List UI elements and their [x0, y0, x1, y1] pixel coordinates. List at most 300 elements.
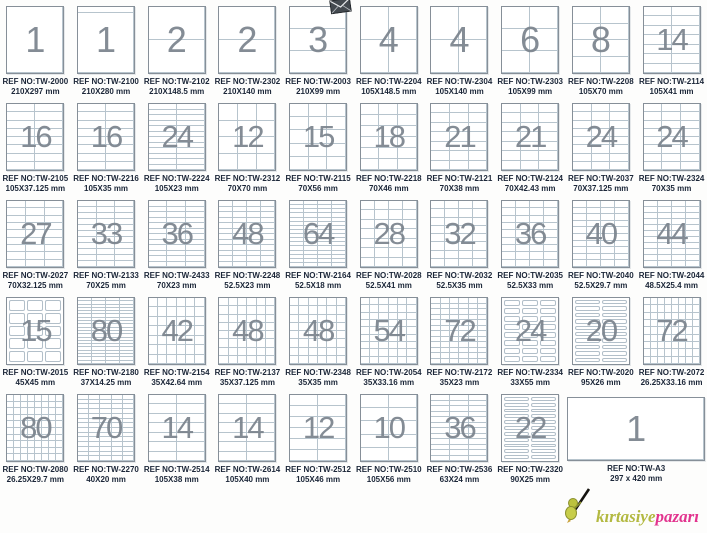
label-cell [615, 247, 629, 254]
label-cell [56, 395, 63, 402]
label-sheet-preview [289, 394, 347, 462]
label-cell [516, 230, 530, 237]
label-cell [407, 357, 416, 364]
dimensions: 70X25 mm [86, 281, 126, 290]
label-cell [592, 137, 611, 145]
label-cell [516, 201, 530, 208]
label-product[interactable] [636, 194, 707, 291]
label-cell [149, 40, 205, 73]
label-cell [49, 421, 56, 428]
label-cell [238, 323, 247, 331]
label-sheet-preview [430, 103, 488, 171]
label-count: 6 [520, 19, 541, 60]
label-product[interactable] [566, 388, 707, 485]
label-cell [662, 154, 681, 162]
label-product[interactable] [0, 291, 71, 388]
sheet-wrap [6, 200, 64, 268]
label-count: 22 [514, 410, 546, 445]
label-grid [644, 298, 700, 364]
label-cell [459, 40, 487, 73]
label-cell [56, 454, 63, 461]
label-cell [149, 317, 158, 326]
label-cell [158, 336, 167, 345]
label-cell [290, 263, 304, 267]
ref-no: REF NO:TW-2032 [426, 271, 493, 280]
dimensions: 70X37.125 mm [573, 184, 629, 193]
label-cell [662, 137, 681, 145]
label-cell [42, 408, 49, 415]
label-cell [379, 298, 388, 305]
label-cell [361, 239, 375, 248]
label-count: 20 [585, 313, 617, 348]
label-cell [379, 342, 388, 349]
label-cell [370, 342, 379, 349]
label-product[interactable] [566, 291, 637, 388]
label-product[interactable] [566, 0, 637, 97]
label-cell [575, 332, 600, 336]
label-product[interactable] [71, 0, 142, 97]
label-cell [398, 335, 407, 342]
label-cell [149, 7, 205, 40]
label-cell [290, 339, 299, 347]
label-cell [398, 305, 407, 312]
label-cell [238, 104, 257, 121]
label-cell [398, 126, 417, 137]
label-grid [644, 7, 700, 73]
label-cell [361, 148, 380, 159]
ref-no: REF NO:TW-2037 [568, 174, 634, 183]
label-product[interactable] [283, 0, 354, 97]
label-product[interactable] [212, 388, 283, 485]
label-cell [257, 339, 266, 347]
label-count: 1 [626, 408, 647, 449]
label-cell [658, 327, 665, 334]
label-product[interactable] [283, 291, 354, 388]
label-product[interactable] [353, 97, 424, 194]
ref-no: REF NO:TW-2035 [497, 271, 563, 280]
label-cell [7, 245, 26, 252]
label-cell [601, 254, 615, 261]
caption [639, 77, 704, 97]
label-cell [665, 349, 672, 356]
label-cell [602, 332, 627, 336]
label-product[interactable] [566, 97, 637, 194]
kirtasiyepazari-logo[interactable] [559, 488, 699, 529]
label-cell [431, 201, 445, 209]
label-product[interactable] [283, 388, 354, 485]
label-cell [21, 421, 28, 428]
sheet-wrap [148, 394, 206, 462]
label-cell [290, 130, 309, 143]
sheet-wrap [360, 103, 418, 171]
label-product[interactable] [353, 388, 424, 485]
label-count: 14 [656, 22, 687, 57]
label-cell [370, 335, 379, 342]
label-cell [247, 323, 256, 331]
label-cell [573, 7, 601, 24]
label-cell [602, 351, 627, 355]
label-cell [167, 355, 176, 364]
label-product[interactable] [71, 291, 142, 388]
label-cell [431, 151, 450, 160]
label-grid [219, 104, 275, 170]
label-product[interactable] [353, 194, 424, 291]
label-product[interactable] [71, 194, 142, 291]
label-cell [7, 201, 26, 208]
label-cell [26, 223, 45, 230]
label-count: 42 [161, 313, 192, 348]
label-cell [651, 313, 658, 320]
label-product[interactable] [495, 0, 566, 97]
label-sheet-preview [77, 103, 135, 171]
label-cell [186, 262, 205, 268]
caption [144, 368, 210, 388]
label-cell [504, 449, 529, 453]
label-cell [665, 357, 672, 364]
label-cell [573, 154, 592, 162]
label-cell [610, 104, 629, 112]
caption [497, 465, 563, 485]
label-cell [544, 223, 558, 230]
label-cell [247, 433, 275, 442]
label-count: 80 [20, 410, 51, 445]
label-cell [149, 452, 177, 461]
label-cell [644, 162, 663, 170]
label-cell [651, 357, 658, 364]
label-cell [247, 404, 275, 413]
label-product[interactable] [424, 194, 495, 291]
dimensions: 70X46 mm [368, 184, 409, 193]
label-cell [149, 165, 177, 171]
label-cell [167, 298, 176, 307]
label-cell [389, 305, 398, 312]
label-cell [78, 129, 106, 137]
label-product[interactable] [283, 194, 354, 291]
label-product[interactable] [424, 388, 495, 485]
label-product[interactable] [212, 291, 283, 388]
label-cell [573, 214, 587, 221]
label-cell [361, 448, 389, 461]
label-product[interactable] [636, 291, 707, 388]
label-product[interactable] [424, 97, 495, 194]
caption [285, 77, 351, 97]
label-cell [389, 298, 398, 305]
label-cell [219, 404, 247, 413]
label-cell [327, 104, 346, 117]
label-cell [587, 227, 601, 234]
caption [215, 174, 281, 194]
label-cell [522, 340, 538, 346]
label-cell [610, 145, 629, 153]
label-cell [219, 137, 238, 154]
label-cell [672, 335, 679, 342]
label-product[interactable] [0, 97, 71, 194]
label-count: 4 [378, 19, 399, 60]
label-cell [318, 406, 346, 417]
label-cell [679, 298, 686, 305]
label-cell [45, 245, 64, 252]
sheet-wrap [77, 297, 135, 365]
label-cell [473, 209, 487, 217]
ref-no: REF NO:TW-2302 [214, 77, 281, 86]
label-sheet-preview [567, 397, 705, 461]
label-cell [644, 104, 663, 112]
label-cell [78, 162, 106, 170]
label-cell [573, 112, 592, 120]
caption [285, 465, 351, 485]
label-cell [522, 308, 538, 314]
label-cell [469, 132, 488, 141]
label-product[interactable] [141, 97, 212, 194]
label-cell [149, 423, 177, 432]
label-grid [361, 298, 417, 364]
label-cell [229, 339, 238, 347]
label-cell [42, 448, 49, 455]
label-cell [257, 104, 276, 121]
label-cell [644, 7, 672, 16]
ref-no: REF NO:TW-2248 [214, 271, 281, 280]
label-cell [522, 332, 538, 338]
label-cell [266, 306, 275, 314]
label-cell [28, 454, 35, 461]
label-cell [149, 395, 177, 404]
label-product[interactable] [212, 194, 283, 291]
label-cell [257, 323, 266, 331]
label-cell [106, 104, 134, 112]
label-cell [327, 331, 336, 339]
label-cell [177, 414, 205, 423]
caption [73, 368, 139, 388]
label-cell [299, 298, 308, 306]
dimensions: 90X25 mm [510, 475, 550, 484]
label-cell [327, 356, 336, 364]
label-cell [56, 402, 63, 409]
label-count: 70 [90, 410, 122, 445]
label-cell [78, 121, 106, 129]
label-product[interactable] [0, 0, 71, 97]
label-cell [602, 338, 627, 342]
label-product[interactable] [495, 97, 566, 194]
label-cell [257, 137, 276, 154]
label-cell [530, 252, 544, 259]
label-grid [644, 104, 700, 170]
ref-no: REF NO:TW-2040 [568, 271, 634, 280]
label-product[interactable] [212, 0, 283, 97]
label-cell [26, 230, 45, 237]
label-sheet-preview [6, 6, 64, 74]
dimensions: 105X99 mm [508, 87, 553, 96]
label-cell [7, 145, 35, 153]
label-cell [238, 315, 247, 323]
label-sheet-preview [501, 200, 559, 268]
label-cell [521, 142, 540, 151]
label-cell [522, 356, 538, 362]
label-product[interactable] [495, 194, 566, 291]
dimensions: 105X148.5 mm [361, 87, 417, 96]
pencil-mascot-icon [559, 488, 595, 529]
ref-no: REF NO:TW-2510 [355, 465, 422, 474]
label-cell [9, 300, 25, 311]
label-cell [56, 421, 63, 428]
label-cell [573, 57, 601, 74]
label-cell [42, 454, 49, 461]
label-cell [651, 342, 658, 349]
label-cell [56, 435, 63, 442]
label-cell [504, 403, 529, 407]
label-product[interactable] [424, 291, 495, 388]
ref-no: REF NO:TW-2020 [568, 368, 634, 377]
label-cell [318, 331, 327, 339]
label-cell [219, 348, 228, 356]
label-cell [450, 132, 469, 141]
label-cell [459, 7, 487, 40]
label-product[interactable] [353, 0, 424, 97]
ref-no: REF NO:TW-2100 [73, 77, 139, 86]
caption [427, 368, 493, 388]
label-cell [379, 313, 388, 320]
label-cell [177, 326, 186, 335]
label-cell [389, 327, 398, 334]
label-cell [7, 448, 14, 455]
ref-no: REF NO:TW-2614 [214, 465, 281, 474]
label-cell [601, 227, 615, 234]
label-cell [686, 298, 693, 305]
label-product[interactable] [424, 0, 495, 97]
label-cell [49, 448, 56, 455]
label-cell [7, 415, 14, 422]
dimensions: 95X26 mm [581, 378, 621, 387]
label-cell [592, 104, 611, 112]
label-cell [469, 113, 488, 122]
label-grid [149, 395, 205, 461]
label-cell [89, 456, 100, 461]
label-product[interactable] [0, 194, 71, 291]
caption [3, 174, 69, 194]
label-product[interactable] [566, 194, 637, 291]
label-cell [361, 137, 380, 148]
label-product[interactable] [212, 97, 283, 194]
label-cell [28, 415, 35, 422]
label-cell [522, 300, 538, 306]
dimensions: 210X140 mm [223, 87, 272, 96]
label-sheet-preview [430, 394, 488, 462]
label-cell [686, 342, 693, 349]
label-cell [504, 332, 520, 338]
ref-no: REF NO:TW-2334 [497, 368, 563, 377]
label-product[interactable] [353, 291, 424, 388]
label-cell [106, 145, 134, 153]
label-cell [28, 428, 35, 435]
label-cell [531, 397, 556, 401]
label-cell [502, 216, 516, 223]
label-cell [601, 260, 615, 267]
label-product[interactable] [0, 388, 71, 485]
label-cell [219, 262, 233, 268]
label-cell [78, 154, 106, 162]
label-cell [672, 261, 686, 267]
label-product[interactable] [283, 97, 354, 194]
label-cell [28, 448, 35, 455]
label-count: 48 [302, 313, 334, 348]
label-cell [502, 113, 521, 122]
label-product[interactable] [141, 388, 212, 485]
caption [639, 174, 705, 194]
label-product[interactable] [495, 388, 566, 485]
caption [427, 465, 493, 485]
label-cell [431, 7, 459, 40]
label-cell [56, 448, 63, 455]
label-cell [247, 331, 256, 339]
dimensions: 70X35 mm [651, 184, 692, 193]
label-product[interactable] [636, 97, 707, 194]
label-cell [375, 220, 389, 229]
label-cell [539, 104, 558, 113]
label-cell [21, 448, 28, 455]
sheet-wrap [643, 103, 701, 171]
label-cell [502, 29, 530, 51]
label-cell [502, 201, 516, 208]
label-product[interactable] [71, 97, 142, 194]
label-cell [35, 435, 42, 442]
label-sheet-preview [430, 297, 488, 365]
label-cell [177, 442, 205, 451]
label-cell [587, 208, 601, 215]
label-cell [658, 349, 665, 356]
label-count: 36 [161, 216, 192, 251]
label-cell [309, 157, 328, 170]
label-cell [573, 137, 592, 145]
caption [356, 465, 422, 485]
label-product[interactable] [141, 0, 212, 97]
dimensions: 52.5X29.7 mm [574, 281, 628, 290]
label-cell [337, 356, 346, 364]
label-cell [502, 260, 516, 267]
label-cell [35, 104, 63, 112]
label-grid [290, 298, 346, 364]
label-cell [644, 154, 663, 162]
label-product[interactable] [71, 388, 142, 485]
label-cell [370, 327, 379, 334]
label-product[interactable] [141, 194, 212, 291]
label-cell [651, 298, 658, 305]
label-cell [149, 442, 177, 451]
label-cell [186, 298, 195, 307]
label-cell [504, 409, 529, 413]
label-product[interactable] [495, 291, 566, 388]
label-cell [575, 345, 600, 349]
label-cell [45, 208, 64, 215]
label-sheet-preview [501, 6, 559, 74]
label-cell [672, 313, 679, 320]
label-cell [238, 356, 247, 364]
label-cell [304, 263, 318, 267]
label-cell [644, 320, 651, 327]
label-cell [693, 305, 700, 312]
label-product[interactable] [141, 291, 212, 388]
sheet-wrap [501, 6, 559, 74]
label-product[interactable] [636, 0, 707, 97]
label-cell [318, 298, 327, 306]
label-cell [78, 104, 106, 112]
label-cell [45, 238, 64, 245]
dimensions: 210X280 mm [81, 87, 131, 96]
label-cell [158, 345, 167, 354]
label-cell [257, 298, 266, 306]
label-count: 28 [373, 216, 405, 251]
label-cell [238, 306, 247, 314]
label-cell [14, 402, 21, 409]
label-cell [544, 245, 558, 252]
